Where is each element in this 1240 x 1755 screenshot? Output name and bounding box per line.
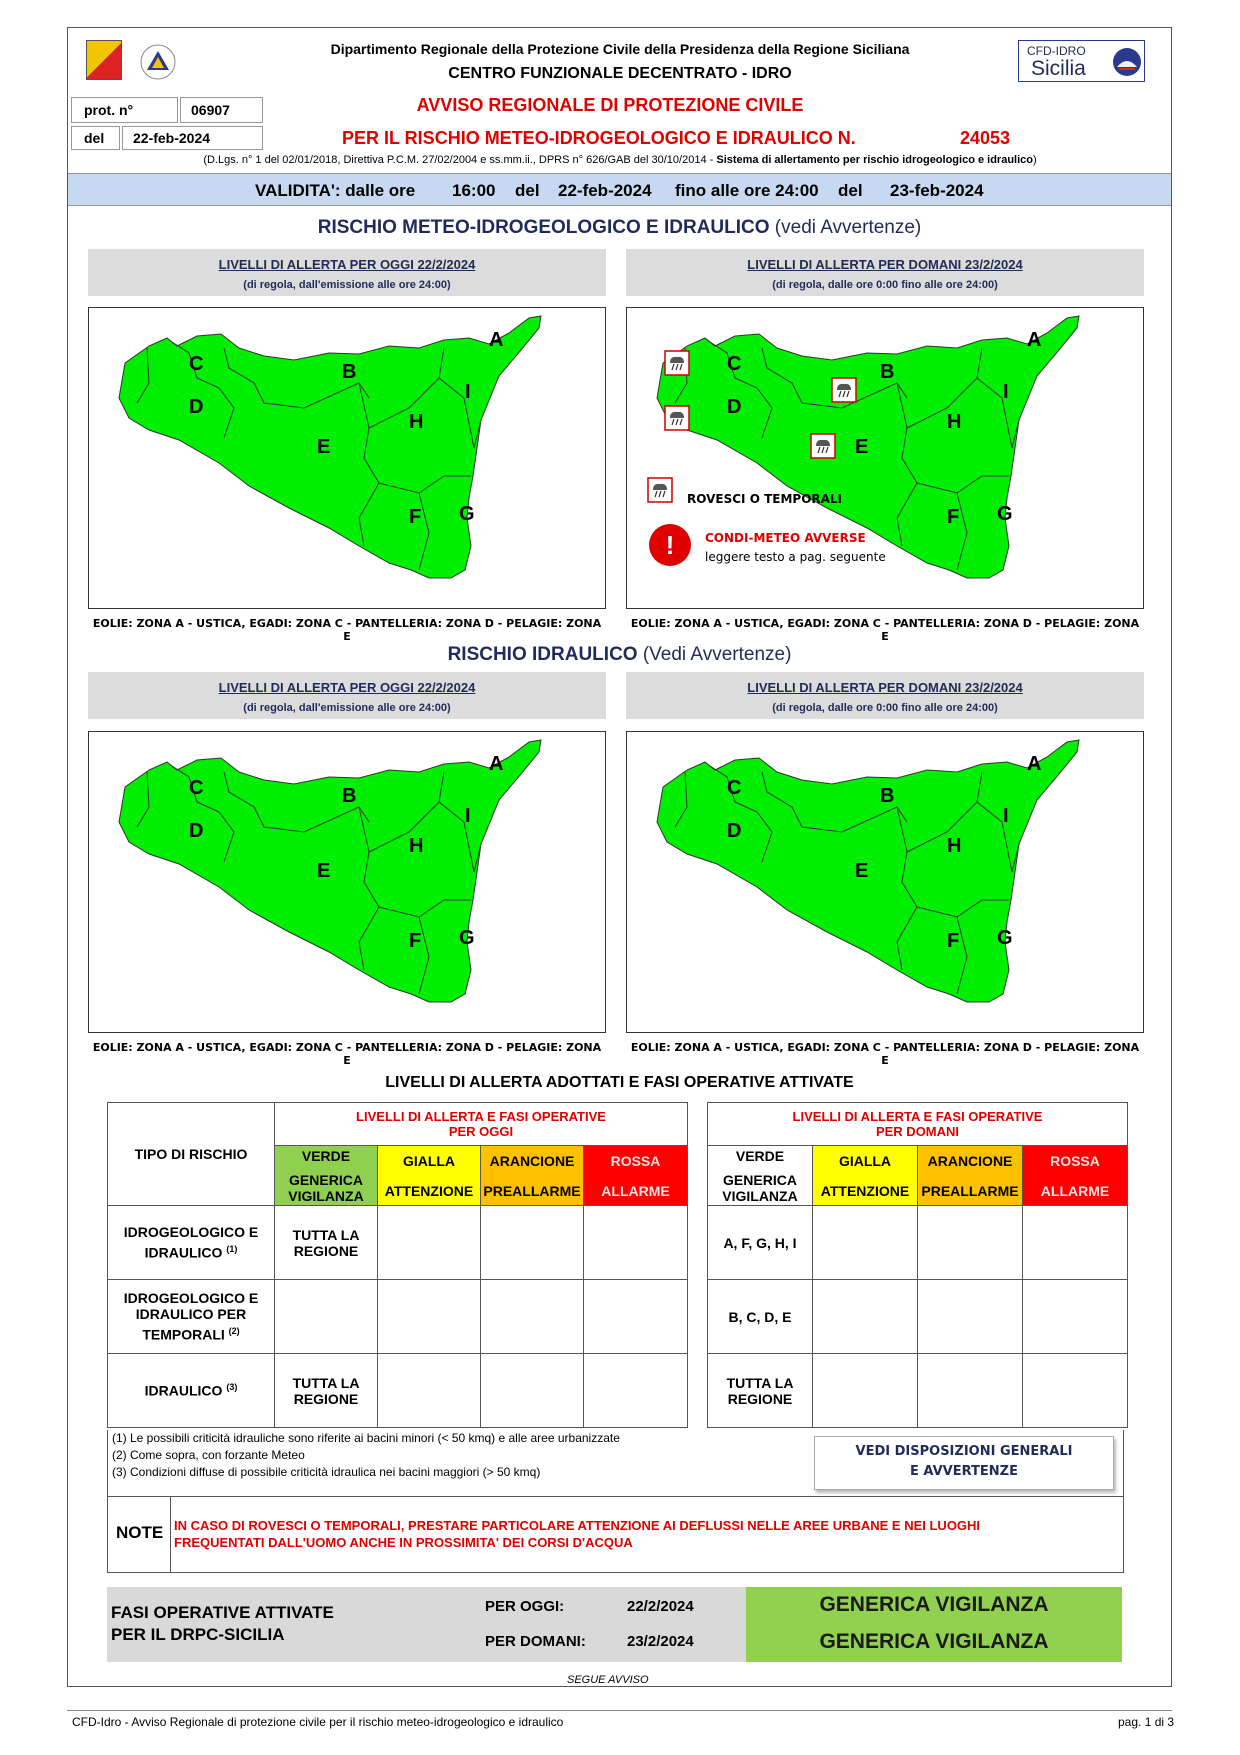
zone-label-b: B	[342, 361, 357, 383]
zone-label-c: C	[727, 777, 742, 799]
footnote-3: (3) Condizioni diffuse di possibile criticità idraulica nei bacini maggiori (> 50 kmq)	[112, 1465, 541, 1479]
prot-date: 22-feb-2024	[133, 130, 211, 146]
validity-until: fino alle ore 24:00	[675, 181, 819, 200]
section2-title-normal: (Vedi Avvertenze)	[637, 644, 792, 665]
levels-title: LIVELLI DI ALLERTA ADOTTATI E FASI OPERATIVE ATTIVATE	[385, 1074, 854, 1091]
domani-header	[708, 1103, 1128, 1146]
fasi-box	[107, 1587, 1122, 1662]
zone-label-e: E	[855, 860, 869, 882]
row3-domani-arancione	[918, 1354, 1023, 1428]
row1-domani-gialla	[813, 1206, 918, 1280]
note-box	[107, 1496, 1124, 1573]
zone-label-e: E	[855, 436, 869, 458]
row2-domani-rossa	[1023, 1280, 1128, 1354]
oggi-head1: LIVELLI DI ALLERTA E FASI OPERATIVE	[356, 1109, 606, 1124]
gialla-sub: ATTENZIONE	[384, 1182, 474, 1199]
rossa-sub: ALLARME	[601, 1182, 670, 1199]
zone-label-h: H	[409, 835, 424, 857]
footnote-1: (1) Le possibili criticità idrauliche sono riferite ai bacini minori (< 50 kmq) e alle aree urbanizzate	[112, 1431, 620, 1445]
cfd-logo-bottom: Sicilia	[1031, 57, 1086, 80]
storm-icon	[648, 478, 672, 502]
disposizioni-line2: E AVVERTENZE	[910, 1464, 1018, 1479]
domani-head1: LIVELLI DI ALLERTA E FASI OPERATIVE	[792, 1109, 1043, 1124]
s2-tomorrow-sub: (di regola, dalle ore 0:00 fino alle ore 24:00)	[772, 702, 998, 714]
arancione-label: ARANCIONE	[489, 1152, 575, 1169]
row1-domani-arancione	[918, 1206, 1023, 1280]
bulletin-number: 24053	[960, 128, 1011, 148]
zone-label-c: C	[189, 353, 204, 375]
row1-name	[108, 1206, 275, 1280]
domani-rossa	[1023, 1146, 1128, 1206]
row3-domani-gialla	[813, 1354, 918, 1428]
fasi-domani-label: PER DOMANI:	[485, 1633, 586, 1650]
zone-label-f: F	[947, 506, 960, 528]
s2-today-islands: EOLIE: ZONA A - USTICA, EGADI: ZONA C - PANTELLERIA: ZONA D - PELAGIE: ZONA E	[92, 1041, 602, 1067]
s1-today-islands: EOLIE: ZONA A - USTICA, EGADI: ZONA C - PANTELLERIA: ZONA D - PELAGIE: ZONA E	[92, 617, 602, 643]
legal-normal: (D.Lgs. n° 1 del 02/01/2018, Direttiva P.C.M. 27/02/2004 e ss.mm.ii., DPRS n° 626/GAB del 30/10/2014 -	[203, 154, 717, 166]
zone-label-i: I	[1003, 805, 1009, 827]
validity-from-date: 22-feb-2024	[558, 181, 652, 200]
rossa-label: ROSSA	[1050, 1152, 1100, 1169]
s2-today-sub: (di regola, dall'emissione alle ore 24:00)	[243, 702, 451, 714]
tipo-rischio-label: TIPO DI RISCHIO	[134, 1146, 248, 1162]
segue-avviso: SEGUE AVVISO	[567, 1674, 649, 1686]
fasi-domani-date: 23/2/2024	[627, 1633, 694, 1650]
section1-title-bold: RISCHIO METEO-IDROGEOLOGICO E IDRAULICO	[317, 217, 770, 238]
zone-label-i: I	[1003, 381, 1009, 403]
row2-sup: (2)	[228, 1326, 240, 1337]
zone-label-c: C	[189, 777, 204, 799]
section1-title	[67, 217, 1172, 239]
storm-icon	[811, 434, 835, 458]
row2-name3: TEMPORALI	[142, 1326, 225, 1343]
row3-domani-verde: TUTTA LA REGIONE	[708, 1354, 813, 1428]
s2-tomorrow-islands: EOLIE: ZONA A - USTICA, EGADI: ZONA C - PANTELLERIA: ZONA D - PELAGIE: ZONA E	[630, 1041, 1140, 1067]
verde-sub1: GENERICA	[289, 1171, 363, 1188]
fasi-oggi-value: GENERICA VIGILANZA	[819, 1593, 1049, 1616]
verde-sub2: VIGILANZA	[288, 1187, 364, 1204]
zone-label-g: G	[459, 927, 475, 949]
rossa-sub: ALLARME	[1040, 1182, 1110, 1199]
s1-today-title: LIVELLI DI ALLERTA PER OGGI 22/2/2024	[218, 257, 476, 272]
row2-oggi-arancione	[481, 1280, 584, 1354]
row1-domani-verde: A, F, G, H, I	[708, 1206, 813, 1280]
zone-label-b: B	[880, 785, 895, 807]
disposizioni-box[interactable]	[814, 1436, 1114, 1490]
sicily-map-s1-tomorrow	[627, 308, 1145, 610]
s1-today-header	[88, 249, 606, 296]
fasi-oggi-label: PER OGGI:	[485, 1598, 565, 1615]
storm-icon	[665, 351, 689, 375]
legend-storm-label: ROVESCI O TEMPORALI	[687, 492, 843, 506]
zone-label-a: A	[1027, 753, 1042, 775]
zone-label-h: H	[947, 411, 962, 433]
validity-del2: del	[838, 181, 863, 200]
fasi-oggi-date: 22/2/2024	[627, 1598, 694, 1615]
row2-domani-verde: B, C, D, E	[708, 1280, 813, 1354]
row3-oggi-gialla	[378, 1354, 481, 1428]
row2-name	[108, 1280, 275, 1354]
protezione-civile-logo	[136, 42, 180, 82]
zone-label-f: F	[409, 930, 422, 952]
domani-head2: PER DOMANI	[875, 1124, 960, 1139]
validity-to-date: 23-feb-2024	[890, 181, 984, 200]
zone-label-a: A	[1027, 329, 1042, 351]
legal-reference	[70, 154, 1170, 166]
table-row	[108, 1206, 1128, 1280]
zone-label-i: I	[465, 805, 471, 827]
note-text: IN CASO DI ROVESCI O TEMPORALI, PRESTARE PARTICOLARE ATTENZIONE AI DEFLUSSI NELLE AREE URBANE E NEI LUOGHI FREQUENTATI DALL'UOMO ANCHE IN PROSSIMITA' DEI CORSI D'ACQUA	[174, 1518, 981, 1550]
row3-name	[108, 1354, 275, 1428]
sicily-flag-logo	[86, 40, 122, 80]
zone-label-b: B	[342, 785, 357, 807]
section2-title-bold: RISCHIO IDRAULICO	[447, 644, 638, 665]
prot-label: prot. n°	[84, 102, 134, 118]
zone-label-d: D	[189, 820, 204, 842]
table-row	[108, 1280, 1128, 1354]
footer-left: CFD-Idro - Avviso Regionale di protezione civile per il rischio meteo-idrogeologico e idraulico	[72, 1715, 564, 1729]
table-row	[108, 1354, 1128, 1428]
s1-tomorrow-islands: EOLIE: ZONA A - USTICA, EGADI: ZONA C - PANTELLERIA: ZONA D - PELAGIE: ZONA E	[630, 617, 1140, 643]
arancione-label: ARANCIONE	[927, 1152, 1013, 1169]
row1-oggi-gialla	[378, 1206, 481, 1280]
tipo-rischio-header	[108, 1103, 275, 1206]
row3-oggi-rossa	[584, 1354, 688, 1428]
gialla-sub: ATTENZIONE	[820, 1182, 910, 1199]
row1-oggi-arancione	[481, 1206, 584, 1280]
zone-label-h: H	[947, 835, 962, 857]
verde-label: VERDE	[735, 1147, 785, 1164]
s2-tomorrow-header	[626, 672, 1144, 719]
s1-tomorrow-header	[626, 249, 1144, 296]
cfd-logo-top: CFD-IDRO	[1027, 44, 1086, 58]
oggi-header	[275, 1103, 688, 1146]
prot-number: 06907	[191, 102, 230, 118]
domani-gialla	[813, 1146, 918, 1206]
zone-label-h: H	[409, 411, 424, 433]
title-line1: AVVISO REGIONALE DI PROTEZIONE CIVILE	[416, 95, 804, 115]
domani-verde	[708, 1146, 813, 1206]
map-s2-tomorrow	[626, 731, 1144, 1033]
verde-label: VERDE	[301, 1147, 351, 1164]
row3-sup: (3)	[226, 1382, 238, 1393]
row1-sup: (1)	[226, 1244, 238, 1255]
s1-tomorrow-title: LIVELLI DI ALLERTA PER DOMANI 23/2/2024	[747, 257, 1023, 272]
fasi-label2: PER IL DRPC-SICILIA	[111, 1625, 285, 1644]
zone-label-i: I	[465, 381, 471, 403]
s1-today-sub: (di regola, dall'emissione alle ore 24:00)	[243, 279, 451, 291]
row3-name-text: IDRAULICO	[144, 1382, 223, 1399]
zone-label-e: E	[317, 436, 331, 458]
sicily-map-s2-tomorrow	[627, 732, 1145, 1034]
s2-tomorrow-title: LIVELLI DI ALLERTA PER DOMANI 23/2/2024	[747, 680, 1023, 695]
department-name: Dipartimento Regionale della Protezione Civile della Presidenza della Regione Siciliana	[330, 41, 910, 57]
title-line2: PER IL RISCHIO METEO-IDROGEOLOGICO E IDRAULICO N.	[342, 128, 856, 148]
levels-table	[107, 1102, 1128, 1428]
oggi-head2: PER OGGI	[448, 1124, 514, 1139]
validity-bar	[68, 173, 1171, 206]
zone-label-d: D	[189, 396, 204, 418]
levels-table-wrap	[107, 1102, 1128, 1428]
zone-label-f: F	[947, 930, 960, 952]
s2-today-title: LIVELLI DI ALLERTA PER OGGI 22/2/2024	[218, 680, 476, 695]
zone-label-d: D	[727, 820, 742, 842]
row1-domani-rossa	[1023, 1206, 1128, 1280]
domani-arancione	[918, 1146, 1023, 1206]
verde-sub1: GENERICA	[723, 1171, 797, 1188]
zone-label-a: A	[489, 753, 504, 775]
oggi-verde	[275, 1146, 378, 1206]
centre-name: CENTRO FUNZIONALE DECENTRATO - IDRO	[448, 65, 792, 82]
sicily-map-s2-today	[89, 732, 607, 1034]
row1-name2: IDRAULICO	[144, 1244, 223, 1261]
zone-label-d: D	[727, 396, 742, 418]
footer-page: pag. 1 di 3	[1118, 1715, 1175, 1729]
row2-name2: IDRAULICO PER	[135, 1306, 247, 1323]
del-label: del	[84, 130, 105, 146]
row2-oggi-rossa	[584, 1280, 688, 1354]
row2-domani-gialla	[813, 1280, 918, 1354]
zone-label-g: G	[997, 927, 1013, 949]
fasi-domani-value: GENERICA VIGILANZA	[819, 1630, 1049, 1653]
legal-bold: Sistema di allertamento per rischio idrogeologico e idraulico	[716, 154, 1033, 166]
note-label: NOTE	[116, 1523, 164, 1542]
zone-label-g: G	[997, 503, 1013, 525]
map-s1-today	[88, 307, 606, 609]
footer-divider	[67, 1710, 1172, 1711]
row3-domani-rossa	[1023, 1354, 1128, 1428]
zone-label-g: G	[459, 503, 475, 525]
zone-label-e: E	[317, 860, 331, 882]
legal-end: )	[1033, 154, 1037, 166]
storm-icon	[665, 406, 689, 430]
footnote-2: (2) Come sopra, con forzante Meteo	[112, 1448, 305, 1462]
s1-tomorrow-sub: (di regola, dalle ore 0:00 fino alle ore 24:00)	[772, 279, 998, 291]
gialla-label: GIALLA	[402, 1152, 456, 1169]
map-s2-today	[88, 731, 606, 1033]
oggi-arancione	[481, 1146, 584, 1206]
row3-oggi-verde: TUTTA LA REGIONE	[275, 1354, 378, 1428]
fasi-label1: FASI OPERATIVE ATTIVATE	[111, 1603, 334, 1622]
storm-icon	[832, 378, 856, 402]
s2-today-header	[88, 672, 606, 719]
arancione-sub: PREALLARME	[483, 1182, 581, 1199]
verde-sub2: VIGILANZA	[722, 1187, 798, 1204]
zone-label-f: F	[409, 506, 422, 528]
section1-title-normal: (vedi Avvertenze)	[769, 217, 922, 238]
section2-title	[67, 644, 1172, 666]
disposizioni-line1: VEDI DISPOSIZIONI GENERALI	[855, 1444, 1073, 1459]
gialla-label: GIALLA	[838, 1152, 892, 1169]
arancione-sub: PREALLARME	[921, 1182, 1019, 1199]
row1-oggi-rossa	[584, 1206, 688, 1280]
zone-label-a: A	[489, 329, 504, 351]
row2-oggi-gialla	[378, 1280, 481, 1354]
legend-condi-sub: leggere testo a pag. seguente	[705, 550, 886, 564]
cfd-emblem-icon	[1111, 45, 1143, 79]
zone-label-c: C	[727, 353, 742, 375]
legend-condi-label: CONDI-METEO AVVERSE	[705, 531, 866, 545]
fasi-green-band	[746, 1587, 1122, 1662]
oggi-rossa	[584, 1146, 688, 1206]
row2-domani-arancione	[918, 1280, 1023, 1354]
table-gap	[688, 1103, 708, 1428]
row1-name1: IDROGEOLOGICO E	[123, 1224, 259, 1241]
row2-name1: IDROGEOLOGICO E	[123, 1290, 259, 1307]
warning-exclamation: !	[665, 530, 675, 560]
rossa-label: ROSSA	[610, 1152, 661, 1169]
validity-del1: del	[515, 181, 540, 200]
sicily-map-s1-today	[89, 308, 607, 610]
oggi-gialla	[378, 1146, 481, 1206]
row2-oggi-verde	[275, 1280, 378, 1354]
row3-oggi-arancione	[481, 1354, 584, 1428]
row1-oggi-verde: TUTTA LA REGIONE	[275, 1206, 378, 1280]
validity-label: VALIDITA': dalle ore	[255, 181, 416, 200]
zone-label-b: B	[880, 361, 895, 383]
map-s1-tomorrow	[626, 307, 1144, 609]
cfd-idro-logo	[1018, 40, 1145, 82]
validity-from-time: 16:00	[452, 181, 496, 200]
